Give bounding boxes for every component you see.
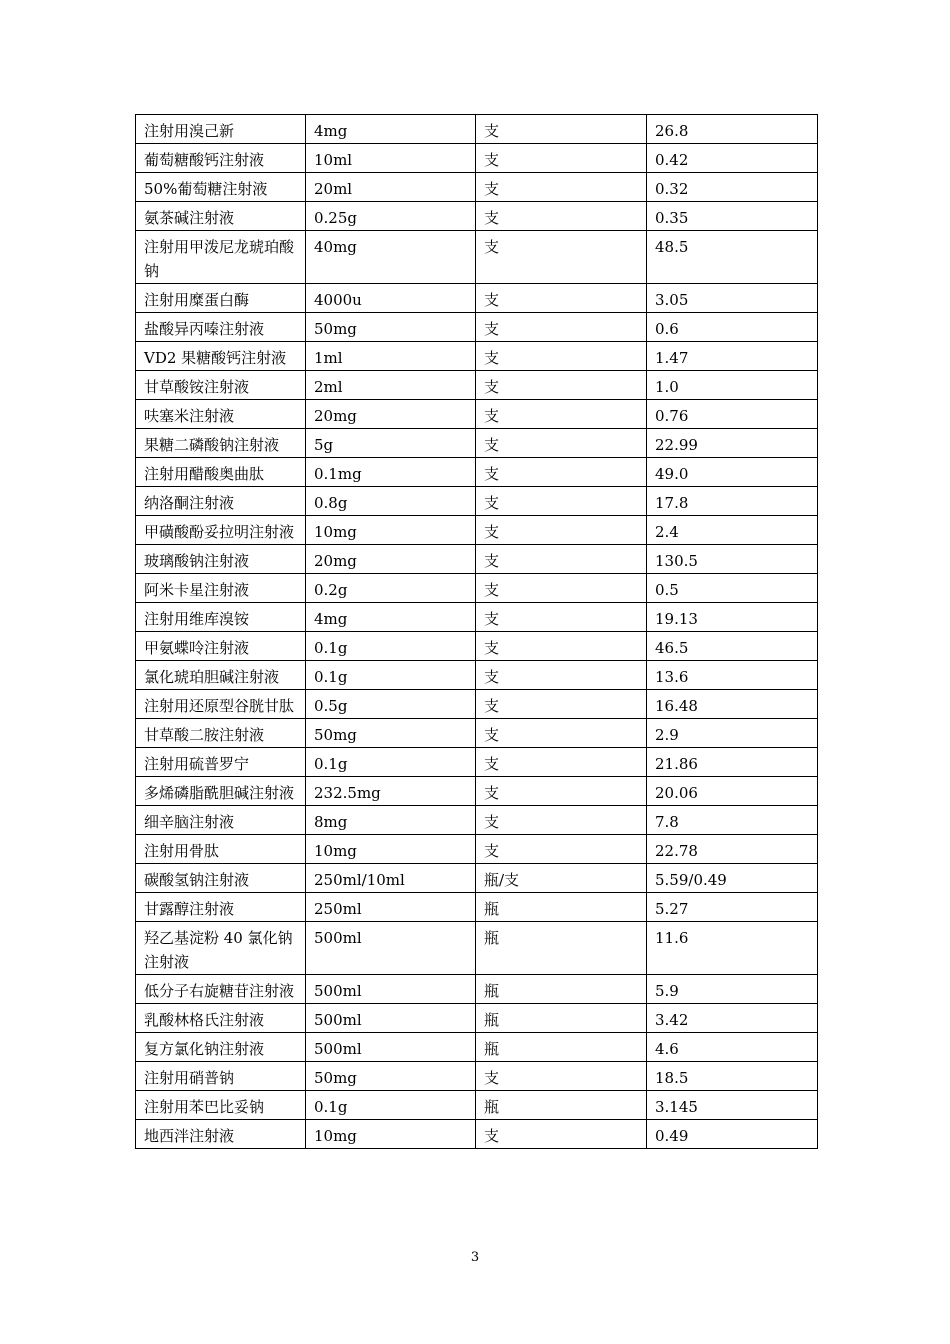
spec-cell: 0.1g <box>306 661 476 690</box>
spec-cell: 0.1mg <box>306 458 476 487</box>
spec-cell: 500ml <box>306 1033 476 1062</box>
unit-cell: 瓶 <box>476 1033 647 1062</box>
spec-cell: 8mg <box>306 806 476 835</box>
spec-cell: 0.1g <box>306 1091 476 1120</box>
spec-cell: 232.5mg <box>306 777 476 806</box>
spec-cell: 250ml/10ml <box>306 864 476 893</box>
drug-name-cell: 纳洛酮注射液 <box>136 487 306 516</box>
unit-cell: 支 <box>476 231 647 284</box>
table-row <box>136 835 818 864</box>
price-cell: 5.9 <box>647 975 818 1004</box>
price-cell: 0.35 <box>647 202 818 231</box>
spec-cell: 4mg <box>306 115 476 144</box>
table-row <box>136 1004 818 1033</box>
spec-cell: 500ml <box>306 975 476 1004</box>
unit-cell: 支 <box>476 144 647 173</box>
drug-name-cell: 氯化琥珀胆碱注射液 <box>136 661 306 690</box>
spec-cell: 0.1g <box>306 748 476 777</box>
drug-name-cell: 甲磺酸酚妥拉明注射液 <box>136 516 306 545</box>
drug-name-cell: 葡萄糖酸钙注射液 <box>136 144 306 173</box>
price-cell: 22.78 <box>647 835 818 864</box>
spec-cell: 250ml <box>306 893 476 922</box>
unit-cell: 支 <box>476 516 647 545</box>
price-cell: 17.8 <box>647 487 818 516</box>
spec-cell: 2ml <box>306 371 476 400</box>
table-row <box>136 719 818 748</box>
table-row <box>136 545 818 574</box>
price-cell: 0.49 <box>647 1120 818 1149</box>
table-row <box>136 487 818 516</box>
spec-cell: 5g <box>306 429 476 458</box>
spec-cell: 4000u <box>306 284 476 313</box>
spec-cell: 10ml <box>306 144 476 173</box>
spec-cell: 10mg <box>306 835 476 864</box>
spec-cell: 500ml <box>306 1004 476 1033</box>
table-row <box>136 313 818 342</box>
drug-name-cell: 复方氯化钠注射液 <box>136 1033 306 1062</box>
drug-name-cell: 羟乙基淀粉 40 氯化钠注射液 <box>136 922 306 975</box>
spec-cell: 1ml <box>306 342 476 371</box>
price-cell: 48.5 <box>647 231 818 284</box>
unit-cell: 支 <box>476 806 647 835</box>
drug-name-cell: 盐酸异丙嗪注射液 <box>136 313 306 342</box>
spec-cell: 500ml <box>306 922 476 975</box>
table-row <box>136 748 818 777</box>
table-body <box>136 115 818 1149</box>
price-cell: 2.9 <box>647 719 818 748</box>
price-cell: 46.5 <box>647 632 818 661</box>
table-row <box>136 1120 818 1149</box>
table-row <box>136 516 818 545</box>
drug-name-cell: 乳酸林格氏注射液 <box>136 1004 306 1033</box>
drug-name-cell: 注射用骨肽 <box>136 835 306 864</box>
price-cell: 1.47 <box>647 342 818 371</box>
drug-name-cell: 注射用硫普罗宁 <box>136 748 306 777</box>
drug-name-cell: 阿米卡星注射液 <box>136 574 306 603</box>
unit-cell: 支 <box>476 313 647 342</box>
unit-cell: 瓶 <box>476 1091 647 1120</box>
unit-cell: 瓶/支 <box>476 864 647 893</box>
table-row <box>136 1033 818 1062</box>
unit-cell: 支 <box>476 690 647 719</box>
unit-cell: 支 <box>476 545 647 574</box>
unit-cell: 支 <box>476 835 647 864</box>
drug-name-cell: 氨茶碱注射液 <box>136 202 306 231</box>
spec-cell: 0.5g <box>306 690 476 719</box>
price-cell: 0.6 <box>647 313 818 342</box>
unit-cell: 支 <box>476 1120 647 1149</box>
spec-cell: 4mg <box>306 603 476 632</box>
drug-name-cell: 注射用苯巴比妥钠 <box>136 1091 306 1120</box>
unit-cell: 支 <box>476 429 647 458</box>
table-row <box>136 864 818 893</box>
table-row <box>136 231 818 284</box>
price-cell: 20.06 <box>647 777 818 806</box>
table-row <box>136 777 818 806</box>
table-row <box>136 661 818 690</box>
unit-cell: 支 <box>476 574 647 603</box>
table-row <box>136 806 818 835</box>
drug-name-cell: 注射用维库溴铵 <box>136 603 306 632</box>
price-cell: 4.6 <box>647 1033 818 1062</box>
spec-cell: 50mg <box>306 313 476 342</box>
unit-cell: 支 <box>476 173 647 202</box>
table-row <box>136 458 818 487</box>
table-row <box>136 400 818 429</box>
table-row <box>136 893 818 922</box>
spec-cell: 20mg <box>306 545 476 574</box>
unit-cell: 支 <box>476 661 647 690</box>
spec-cell: 10mg <box>306 1120 476 1149</box>
spec-cell: 10mg <box>306 516 476 545</box>
unit-cell: 瓶 <box>476 1004 647 1033</box>
price-cell: 13.6 <box>647 661 818 690</box>
drug-name-cell: VD2 果糖酸钙注射液 <box>136 342 306 371</box>
price-cell: 3.05 <box>647 284 818 313</box>
drug-name-cell: 注射用糜蛋白酶 <box>136 284 306 313</box>
table-row <box>136 632 818 661</box>
unit-cell: 支 <box>476 1062 647 1091</box>
price-cell: 11.6 <box>647 922 818 975</box>
unit-cell: 支 <box>476 777 647 806</box>
drug-name-cell: 甘露醇注射液 <box>136 893 306 922</box>
price-cell: 26.8 <box>647 115 818 144</box>
unit-cell: 支 <box>476 719 647 748</box>
price-cell: 3.145 <box>647 1091 818 1120</box>
price-cell: 0.32 <box>647 173 818 202</box>
unit-cell: 支 <box>476 371 647 400</box>
spec-cell: 40mg <box>306 231 476 284</box>
drug-price-table <box>135 114 818 1149</box>
unit-cell: 支 <box>476 115 647 144</box>
drug-name-cell: 果糖二磷酸钠注射液 <box>136 429 306 458</box>
drug-name-cell: 甘草酸二胺注射液 <box>136 719 306 748</box>
table-row <box>136 1091 818 1120</box>
spec-cell: 50mg <box>306 719 476 748</box>
unit-cell: 支 <box>476 487 647 516</box>
price-cell: 49.0 <box>647 458 818 487</box>
drug-name-cell: 注射用还原型谷胱甘肽 <box>136 690 306 719</box>
price-cell: 21.86 <box>647 748 818 777</box>
drug-name-cell: 注射用甲泼尼龙琥珀酸钠 <box>136 231 306 284</box>
price-cell: 130.5 <box>647 545 818 574</box>
unit-cell: 瓶 <box>476 893 647 922</box>
unit-cell: 支 <box>476 748 647 777</box>
table-row <box>136 922 818 975</box>
price-cell: 0.5 <box>647 574 818 603</box>
unit-cell: 支 <box>476 632 647 661</box>
spec-cell: 0.25g <box>306 202 476 231</box>
table-row <box>136 574 818 603</box>
drug-name-cell: 注射用溴己新 <box>136 115 306 144</box>
spec-cell: 20mg <box>306 400 476 429</box>
price-cell: 0.76 <box>647 400 818 429</box>
unit-cell: 支 <box>476 342 647 371</box>
unit-cell: 支 <box>476 603 647 632</box>
table-row <box>136 603 818 632</box>
table-row <box>136 115 818 144</box>
table-row <box>136 975 818 1004</box>
unit-cell: 支 <box>476 284 647 313</box>
unit-cell: 支 <box>476 202 647 231</box>
drug-name-cell: 玻璃酸钠注射液 <box>136 545 306 574</box>
price-cell: 18.5 <box>647 1062 818 1091</box>
drug-name-cell: 甲氨蝶呤注射液 <box>136 632 306 661</box>
drug-name-cell: 低分子右旋糖苷注射液 <box>136 975 306 1004</box>
table-row <box>136 342 818 371</box>
spec-cell: 50mg <box>306 1062 476 1091</box>
price-cell: 5.59/0.49 <box>647 864 818 893</box>
price-cell: 1.0 <box>647 371 818 400</box>
price-cell: 5.27 <box>647 893 818 922</box>
drug-name-cell: 50%葡萄糖注射液 <box>136 173 306 202</box>
spec-cell: 0.2g <box>306 574 476 603</box>
spec-cell: 20ml <box>306 173 476 202</box>
price-cell: 22.99 <box>647 429 818 458</box>
price-cell: 3.42 <box>647 1004 818 1033</box>
price-cell: 0.42 <box>647 144 818 173</box>
spec-cell: 0.8g <box>306 487 476 516</box>
unit-cell: 瓶 <box>476 975 647 1004</box>
drug-name-cell: 呋塞米注射液 <box>136 400 306 429</box>
table-row <box>136 144 818 173</box>
table-row <box>136 202 818 231</box>
price-cell: 19.13 <box>647 603 818 632</box>
drug-name-cell: 碳酸氢钠注射液 <box>136 864 306 893</box>
unit-cell: 支 <box>476 458 647 487</box>
table-row <box>136 284 818 313</box>
unit-cell: 瓶 <box>476 922 647 975</box>
price-cell: 7.8 <box>647 806 818 835</box>
table-row <box>136 690 818 719</box>
spec-cell: 0.1g <box>306 632 476 661</box>
table-row <box>136 371 818 400</box>
drug-name-cell: 多烯磷脂酰胆碱注射液 <box>136 777 306 806</box>
table-row <box>136 173 818 202</box>
price-cell: 16.48 <box>647 690 818 719</box>
drug-name-cell: 甘草酸铵注射液 <box>136 371 306 400</box>
unit-cell: 支 <box>476 400 647 429</box>
drug-name-cell: 注射用硝普钠 <box>136 1062 306 1091</box>
table-row <box>136 1062 818 1091</box>
drug-name-cell: 注射用醋酸奥曲肽 <box>136 458 306 487</box>
page-number: 3 <box>470 1250 480 1265</box>
price-cell: 2.4 <box>647 516 818 545</box>
table-row <box>136 429 818 458</box>
drug-name-cell: 地西泮注射液 <box>136 1120 306 1149</box>
drug-name-cell: 细辛脑注射液 <box>136 806 306 835</box>
